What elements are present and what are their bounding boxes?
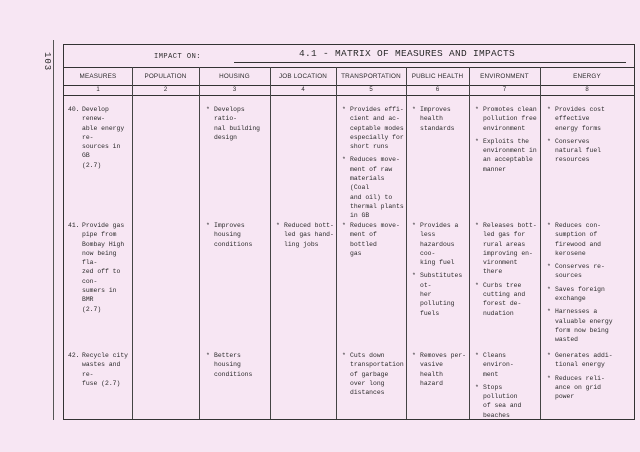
header-bottom-rule — [64, 95, 634, 96]
impact-text: Substitutes ot- her polluting fuels — [420, 272, 463, 317]
measure-cell — [68, 351, 130, 388]
impact-text: Harnesses a valuable energy form now being wasted — [555, 308, 613, 344]
impact-bullet — [475, 137, 539, 174]
col-header-population: POPULATION — [144, 72, 187, 80]
bullet-star-icon: * — [547, 308, 551, 316]
impact-bullet — [547, 374, 631, 402]
impact-cell-public-health — [412, 105, 468, 137]
bullet-star-icon: * — [206, 222, 210, 229]
bullet-star-icon: * — [475, 106, 479, 113]
col-number: 1 — [96, 87, 100, 93]
bullet-star-icon: * — [547, 374, 551, 382]
bullet-star-icon: * — [547, 106, 551, 113]
column-divider — [406, 67, 407, 419]
impact-bullet — [342, 105, 404, 151]
impact-text: Exploits the environment in an acceptable manner — [483, 137, 537, 173]
bullet-star-icon: * — [547, 263, 551, 271]
impact-text: Generates addi- tional energy — [555, 352, 613, 369]
bullet-star-icon: * — [276, 222, 280, 229]
impact-bullet — [547, 285, 631, 304]
bullet-star-icon: * — [547, 352, 551, 359]
column-divider — [132, 67, 133, 419]
impact-bullet — [342, 221, 404, 258]
impact-text: Stops pollution of sea and beaches — [483, 383, 522, 419]
bullet-star-icon: * — [412, 272, 416, 280]
impact-cell-energy — [547, 351, 631, 405]
impact-bullet — [206, 105, 268, 142]
impact-bullet — [475, 351, 539, 379]
impact-cell-environment — [475, 351, 539, 424]
bullet-star-icon: * — [475, 281, 479, 289]
bullet-star-icon: * — [475, 137, 479, 145]
measure-text: Develop renew- able energy re- sources in GB (2.7) — [82, 106, 125, 169]
impact-text: Reduces move- ment of bottled gas — [350, 222, 400, 257]
measure-number: 41. — [68, 222, 80, 229]
impact-bullet — [206, 221, 268, 249]
impact-cell-transportation — [342, 351, 404, 401]
bullet-star-icon: * — [547, 222, 551, 229]
col-number: 3 — [232, 87, 237, 93]
bullet-star-icon: * — [547, 137, 551, 145]
column-divider — [270, 67, 271, 419]
impact-text: Removes per- vasive health hazard — [420, 352, 467, 387]
col-header-public-health: PUBLIC HEALTH — [411, 72, 464, 80]
title-underline — [234, 62, 626, 63]
impact-cell-transportation — [342, 221, 404, 262]
impact-cell-public-health — [412, 351, 468, 392]
column-divider — [540, 67, 541, 419]
impact-cell-housing — [206, 105, 268, 146]
impact-cell-public-health — [412, 221, 468, 322]
impact-text: Reduces move- ment of raw materials (Coal and oil) to thermal plants in GB — [350, 156, 404, 220]
impact-text: Reduces con- sumption of firewood and kerosene — [555, 222, 602, 257]
impact-text: Provides a less hazardous coo- king fuel — [420, 222, 459, 267]
col-number: 5 — [369, 87, 373, 93]
col-header-housing: HOUSING — [219, 72, 250, 80]
impact-cell-housing — [206, 351, 268, 383]
col-header-transportation: TRANSPORTATION — [341, 72, 401, 80]
impact-cell-environment — [475, 221, 539, 322]
impact-cell-job-location — [276, 221, 334, 253]
impact-bullet — [475, 105, 539, 133]
impact-text: Reduces reli- ance on grid power — [555, 374, 605, 401]
impact-text: Cuts down transportation of garbage over long distances — [350, 352, 404, 397]
bullet-star-icon: * — [342, 156, 346, 164]
impact-text: Cleans environ- ment — [483, 352, 514, 378]
impact-bullet — [547, 351, 631, 370]
page-number: 103 — [42, 52, 52, 72]
measure-text: Recycle city wastes and re- fuse (2.7) — [82, 352, 129, 387]
impact-cell-energy — [547, 105, 631, 169]
column-divider — [199, 67, 200, 419]
impact-bullet — [475, 383, 539, 420]
col-number: 4 — [301, 87, 305, 93]
measure-number: 40. — [68, 106, 80, 113]
impact-bullet — [412, 221, 468, 267]
impact-on-label: IMPACT ON: — [154, 53, 202, 61]
col-header-job-location: JOB LOCATION — [278, 72, 328, 80]
bullet-star-icon: * — [342, 106, 346, 113]
bullet-star-icon: * — [412, 106, 416, 113]
impact-bullet — [206, 351, 268, 379]
col-number: 6 — [435, 87, 440, 93]
bullet-star-icon: * — [342, 222, 346, 229]
bullet-star-icon: * — [412, 222, 416, 229]
bullet-star-icon: * — [206, 106, 210, 113]
col-number: 7 — [502, 87, 507, 93]
impact-cell-transportation — [342, 105, 404, 225]
col-header-measures: MEASURES — [79, 72, 117, 80]
impact-bullet — [547, 262, 631, 281]
impact-bullet — [412, 271, 468, 317]
impact-bullet — [547, 307, 631, 344]
impact-text: Promotes clean pollution free environment — [483, 106, 537, 132]
measure-number: 42. — [68, 352, 80, 359]
impact-text: Conserves re- sources — [555, 263, 605, 280]
impact-text: Provides cost effective energy forms — [555, 106, 605, 132]
impact-bullet — [547, 105, 631, 133]
impact-text: Betters housing conditions — [214, 352, 253, 378]
col-header-environment: ENVIRONMENT — [480, 72, 529, 80]
impact-bullet — [475, 221, 539, 277]
impact-bullet — [475, 281, 539, 318]
bullet-star-icon: * — [547, 285, 551, 293]
impact-bullet — [547, 137, 631, 165]
measure-text: Provide gas pipe from Bombay High now being fla- zed off to con- sumers in BMR (2.7) — [82, 222, 125, 313]
col-number: 8 — [585, 87, 589, 93]
impact-cell-environment — [475, 105, 539, 178]
impact-text: Improves housing conditions — [214, 222, 253, 248]
column-divider — [469, 67, 470, 419]
bullet-star-icon: * — [412, 352, 416, 359]
bullet-star-icon: * — [475, 383, 479, 391]
impact-text: Saves foreign exchange — [555, 285, 605, 303]
bullet-star-icon: * — [206, 352, 210, 359]
impact-text: Conserves natural fuel resources — [555, 137, 602, 164]
impact-text: Provides effi- cient and ac- ceptable modes especially for short runs — [350, 106, 404, 151]
bullet-star-icon: * — [342, 352, 346, 359]
impact-bullet — [342, 155, 404, 220]
measure-cell — [68, 105, 130, 170]
impact-text: Reduced bott- led gas hand- ling jobs — [284, 222, 334, 248]
impact-bullet — [276, 221, 334, 249]
measure-cell — [68, 221, 130, 314]
impact-text: Develops ratio- nal building design — [214, 106, 261, 141]
impact-cell-housing — [206, 221, 268, 253]
impact-bullet — [412, 105, 468, 133]
impact-text: Releases bott- led gas for rural areas improving en- vironment there — [483, 222, 537, 276]
impact-bullet — [342, 351, 404, 397]
table-title: 4.1 - MATRIX OF MEASURES AND IMPACTS — [299, 48, 516, 59]
impact-bullet — [412, 351, 468, 388]
impact-text: Curbs tree cutting and forest de- nudation — [483, 281, 526, 317]
column-divider — [336, 67, 337, 419]
col-header-energy: ENERGY — [573, 72, 601, 80]
matrix-table — [63, 44, 635, 420]
impact-text: Improves health standards — [420, 106, 455, 132]
impact-bullet — [547, 221, 631, 258]
impact-cell-energy — [547, 221, 631, 349]
col-number: 2 — [163, 87, 168, 93]
bullet-star-icon: * — [475, 222, 479, 229]
margin-rule — [53, 40, 54, 420]
bullet-star-icon: * — [475, 352, 479, 359]
